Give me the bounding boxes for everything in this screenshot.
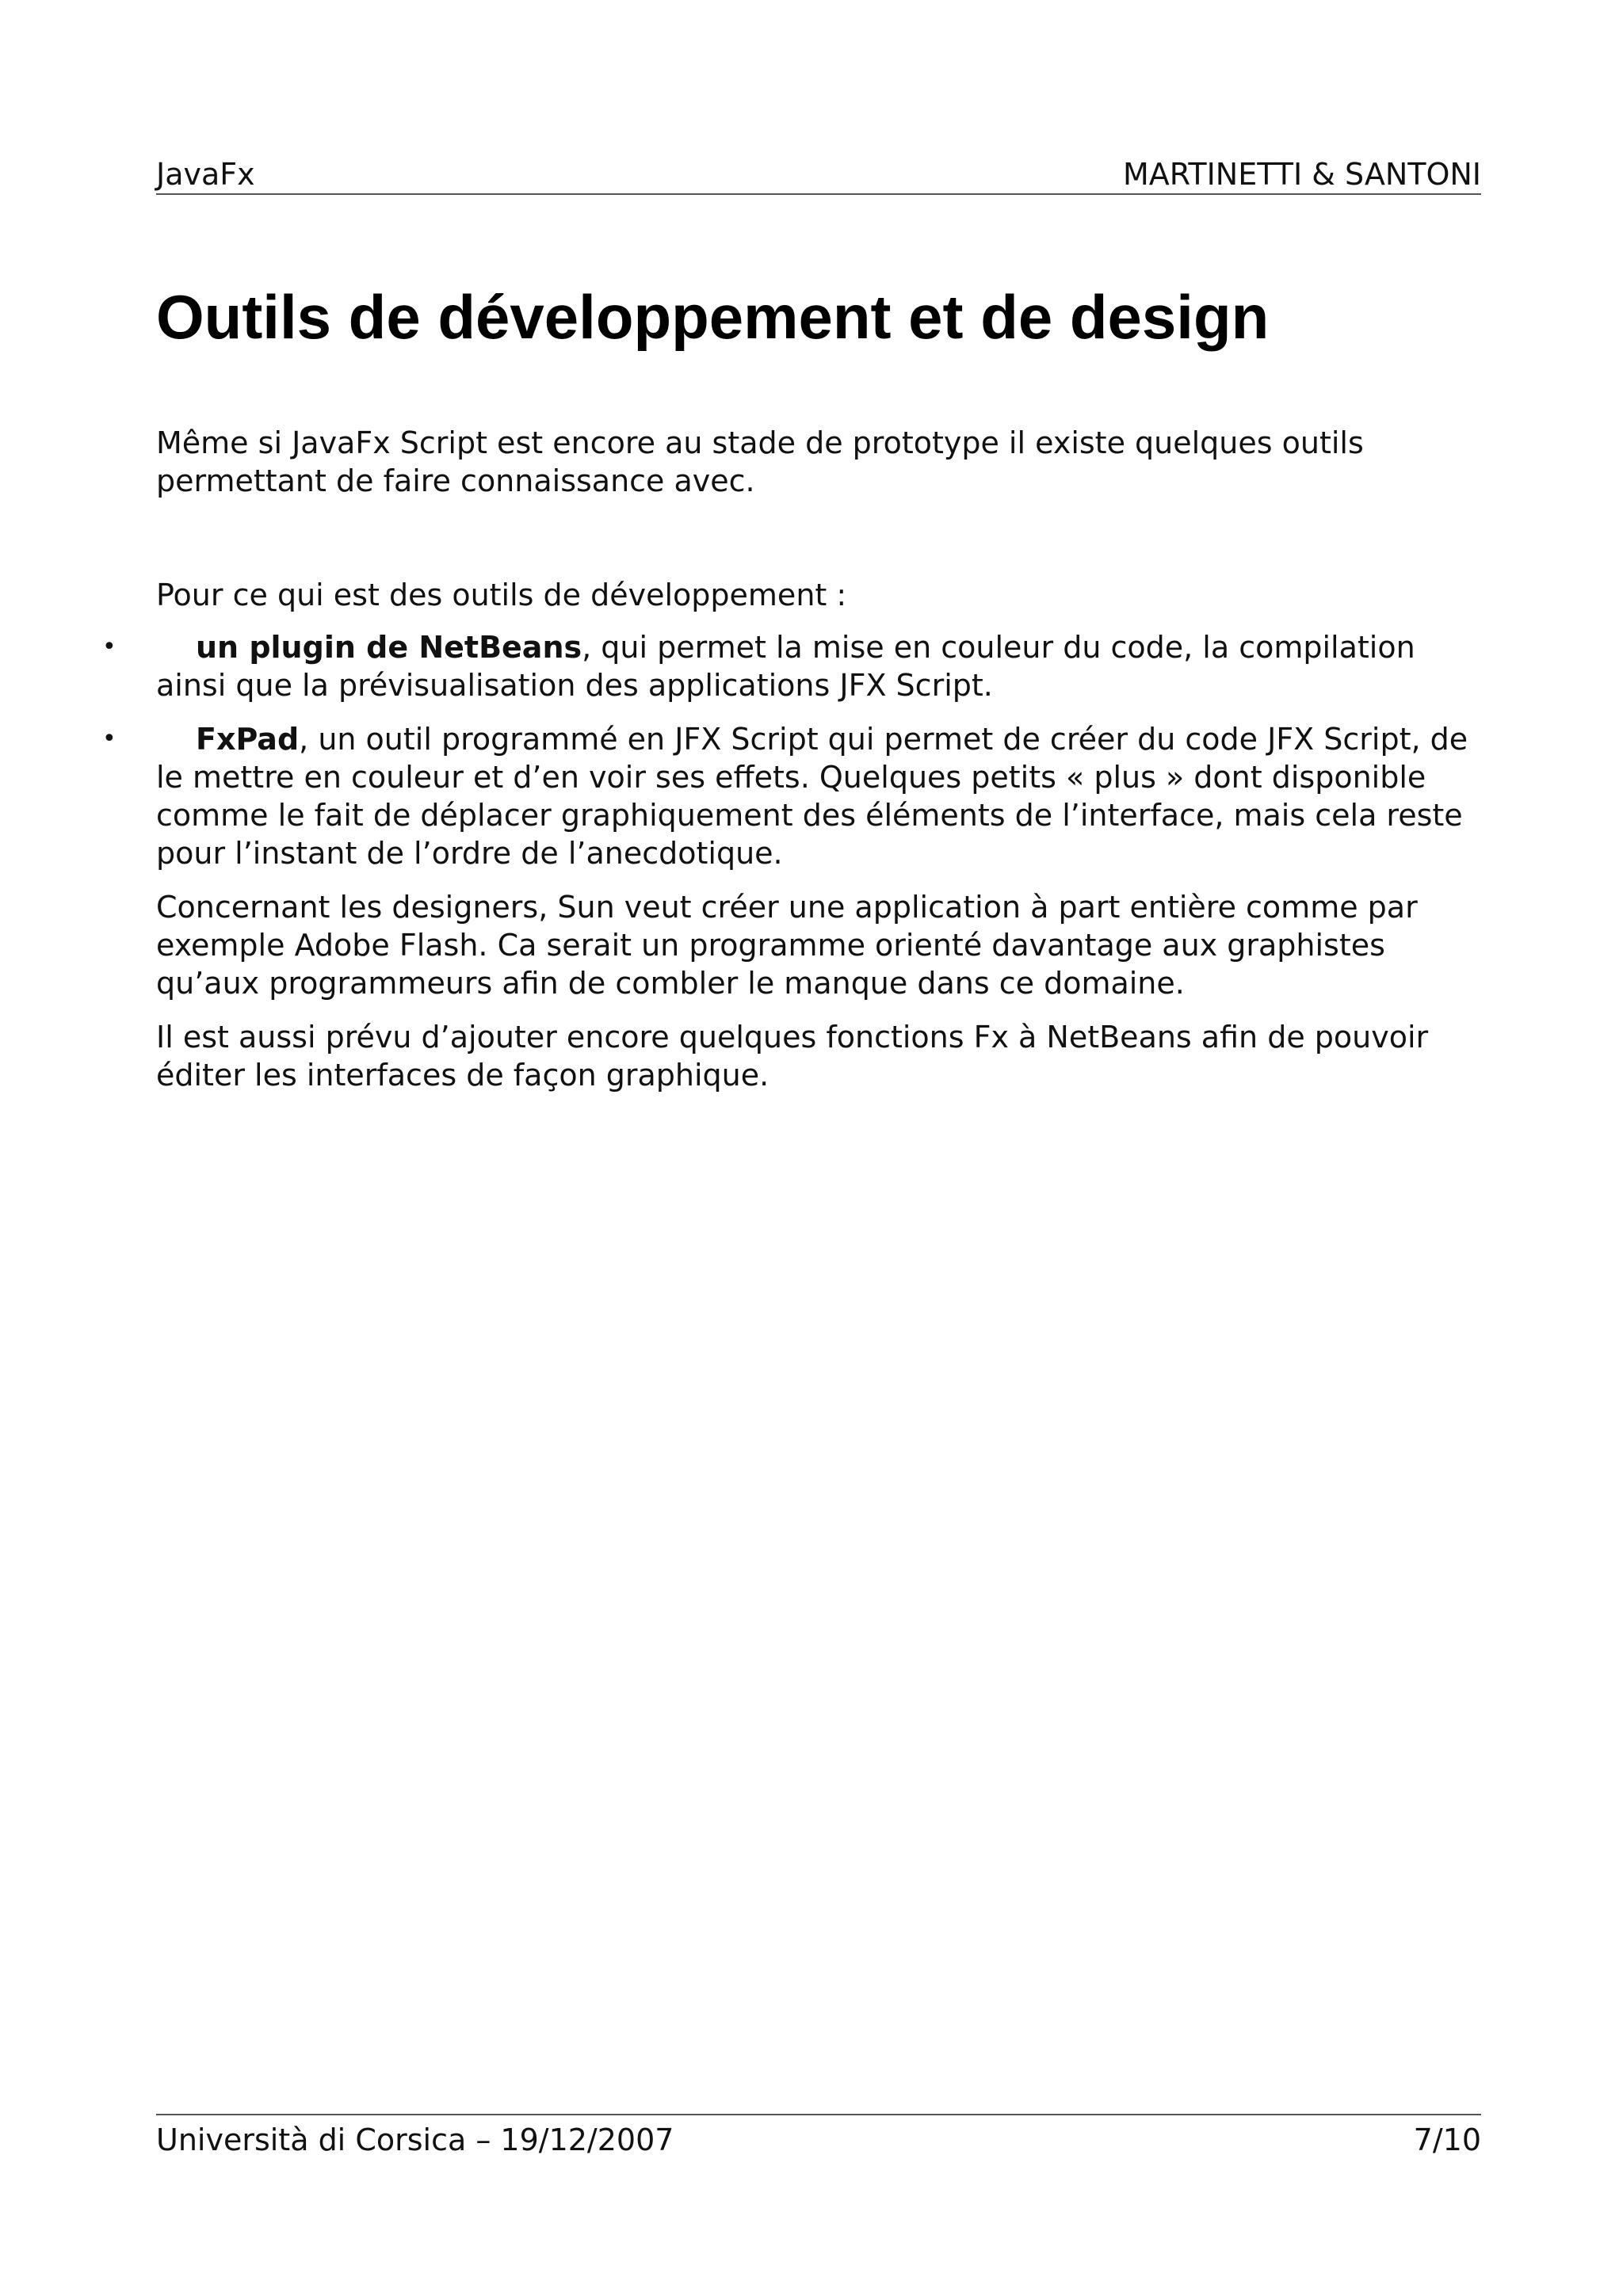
page-header — [156, 155, 1481, 195]
bullet-icon: • — [102, 725, 116, 753]
bullet-term: un plugin de NetBeans — [196, 630, 582, 665]
page-footer — [156, 2114, 1481, 2158]
intro-paragraph: Même si JavaFx Script est encore au stade de prototype il existe quelques outils permettant de faire connaissance avec. — [156, 425, 1364, 498]
bullet-term: FxPad — [196, 722, 300, 757]
header-authors: MARTINETTI & SANTONI — [1122, 157, 1481, 192]
netbeans-paragraph: Il est aussi prévu d’ajouter encore quelques fonctions Fx à NetBeans afin de pouvoir éditer les interfaces de façon graphique. — [156, 1020, 1429, 1093]
main-content — [102, 424, 1481, 1110]
list-item — [102, 628, 1481, 704]
bullet-text: , un outil programmé en JFX Script qui permet de créer du code JFX Script, de le mettre en couleur et d’en voir ses effets. Quelques petits « plus » dont disponible comme le fait de déplacer graphiquement des éléments de l’interface, mais cela reste pour l’instant de l’ordre de l’anecdotique. — [156, 722, 1468, 871]
tools-bullet-list — [102, 628, 1481, 872]
footer-institution-date: Università di Corsica – 19/12/2007 — [156, 2122, 674, 2157]
header-title: JavaFx — [156, 157, 255, 192]
designers-paragraph: Concernant les designers, Sun veut créer une application à part entière comme par exemple Adobe Flash. Ca serait un programme orienté davantage aux graphistes qu’aux programmeurs afin de combler le manque dans ce domaine. — [156, 890, 1418, 1001]
list-item — [102, 720, 1481, 872]
bullet-text: , qui permet la mise en couleur du code, la compilation ainsi que la prévisualisation des applications JFX Script. — [156, 630, 1415, 703]
page-title: Outils de développement et de design — [156, 282, 1270, 352]
tools-lead-paragraph: Pour ce qui est des outils de développement : — [156, 578, 847, 612]
page-number: 7/10 — [1413, 2122, 1481, 2157]
bullet-icon: • — [102, 633, 116, 661]
